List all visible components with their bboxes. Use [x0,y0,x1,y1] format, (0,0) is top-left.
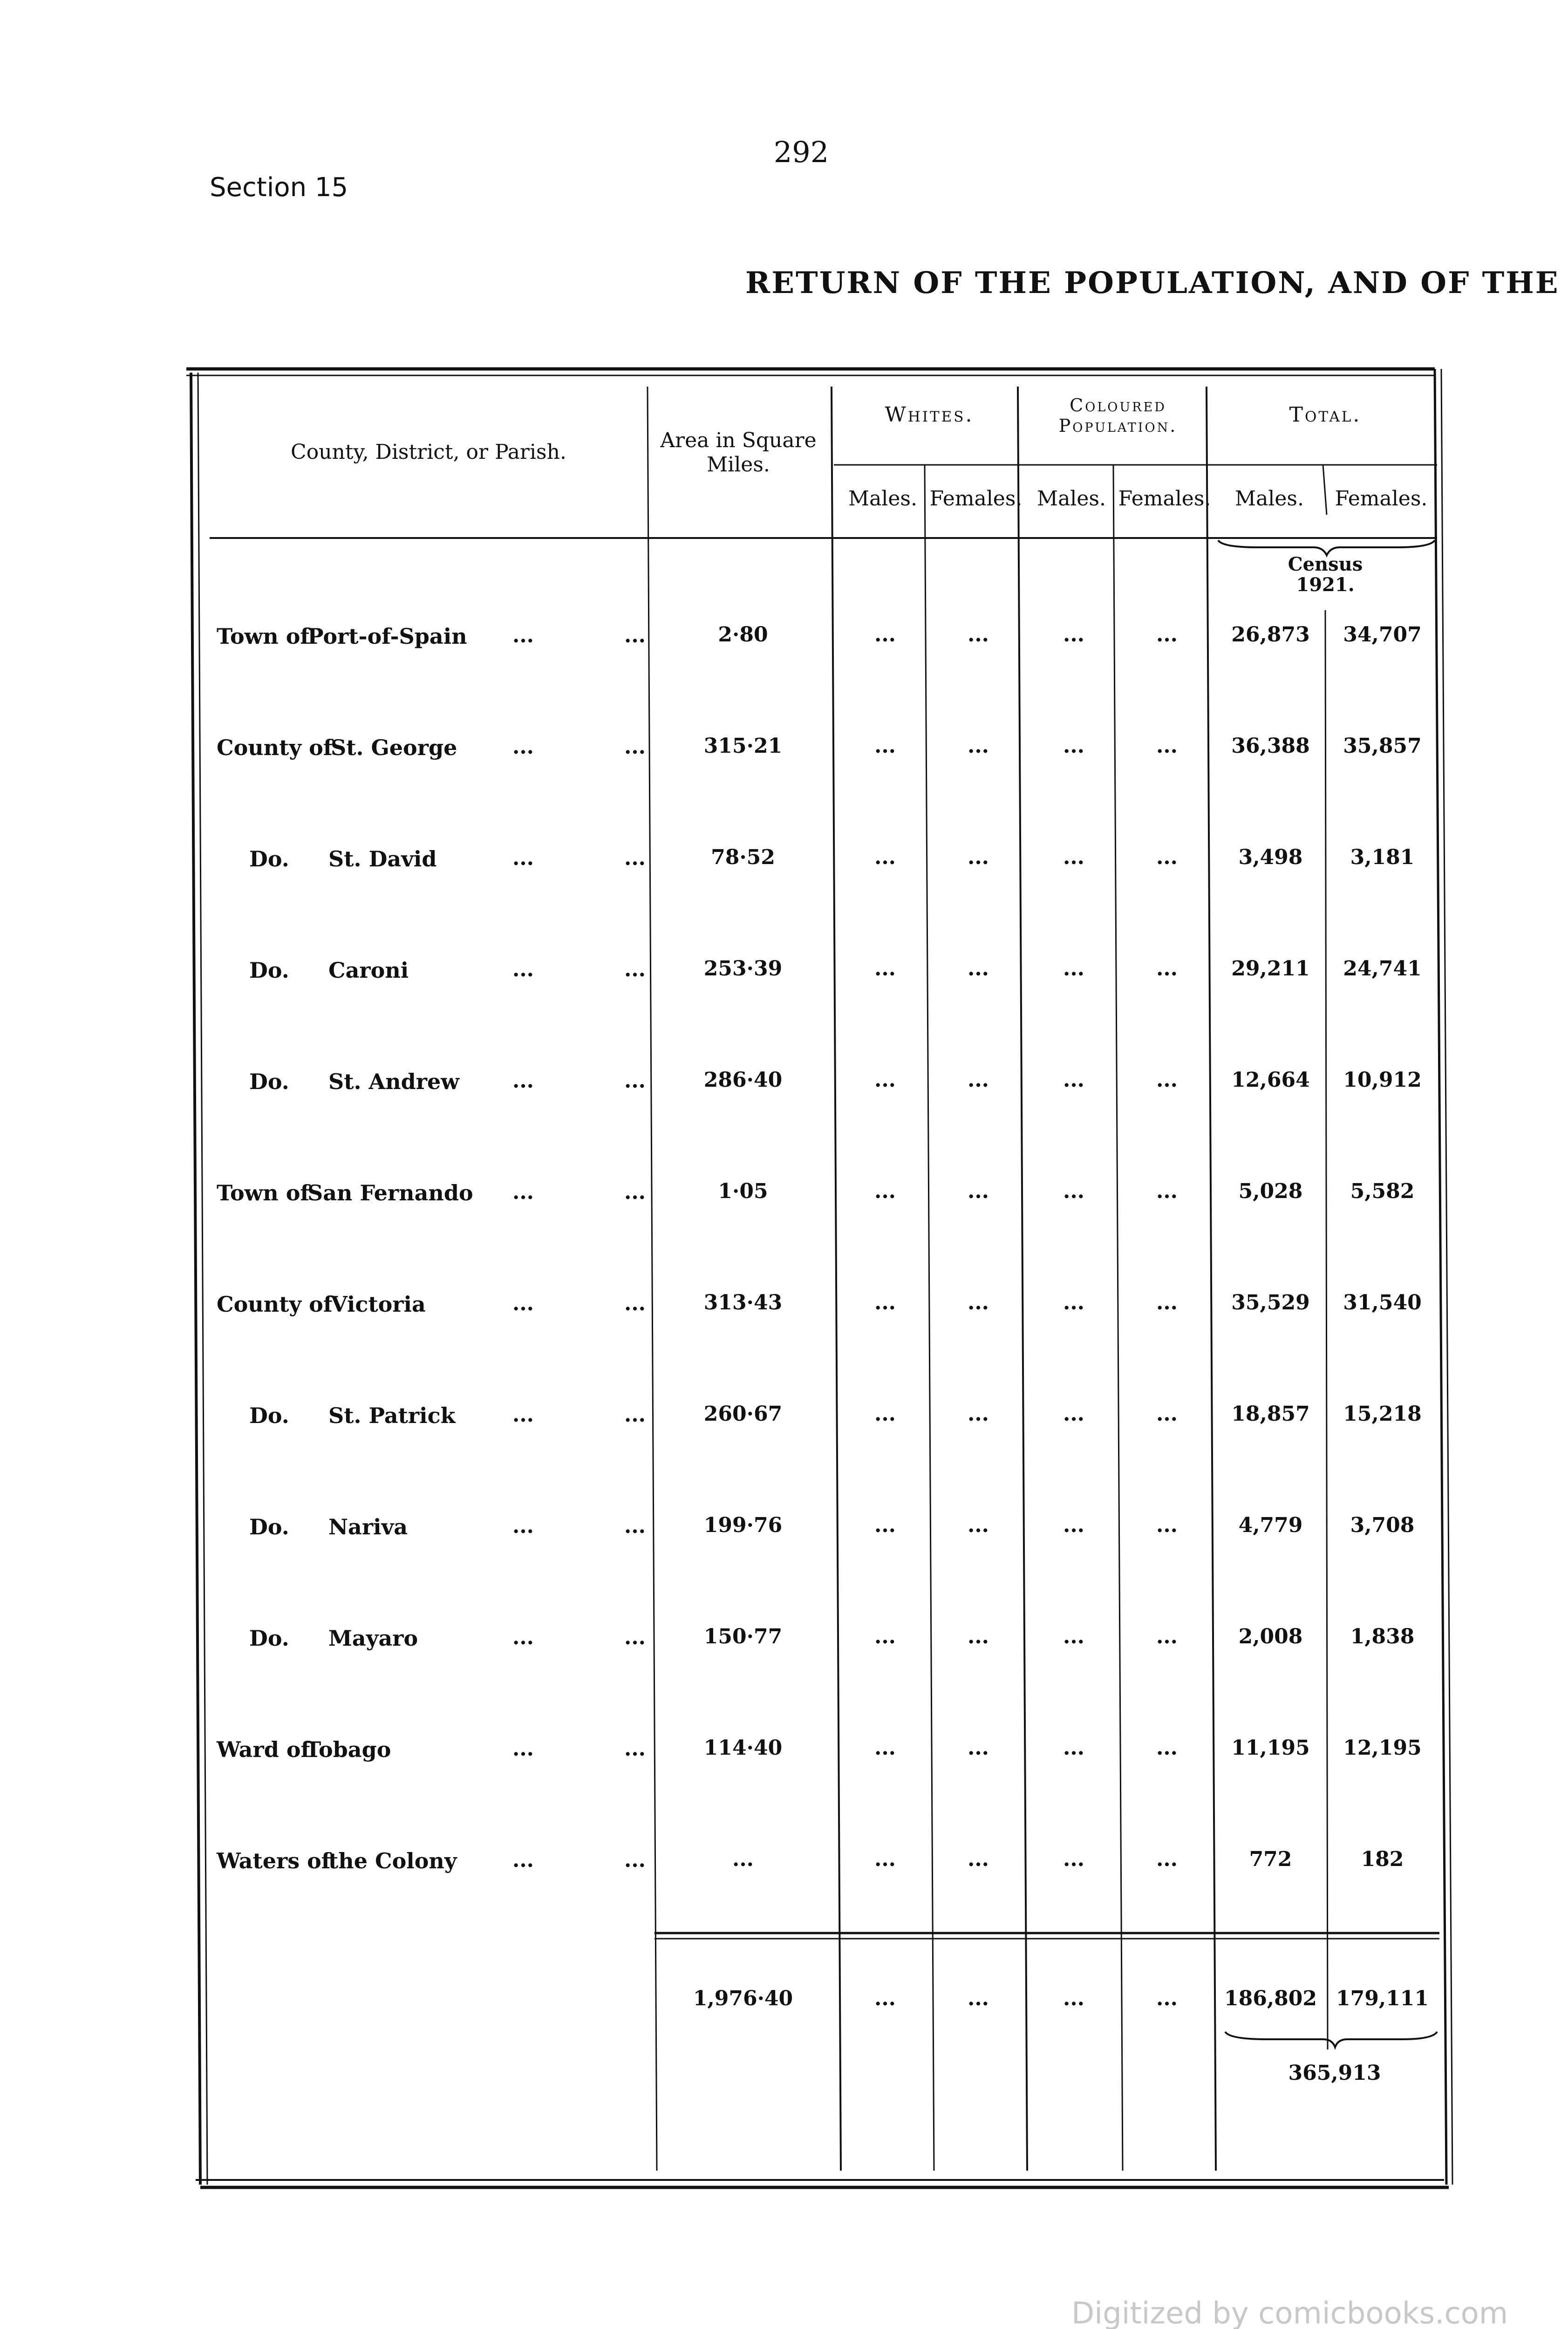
row-prefix: Do. [249,1403,289,1428]
leader-dots: ... [624,1737,646,1761]
coloured-females-cell: ... [1156,1402,1178,1426]
whites-females-cell: ... [968,623,989,647]
header-whites: Whites. [885,403,974,427]
row-prefix: Waters of [217,1848,331,1873]
coloured-males-cell: ... [1063,1847,1084,1871]
header-total-males: Males. [1235,487,1304,511]
area-cell: 2·80 [718,623,768,647]
total-females-cell: 24,741 [1343,957,1422,981]
whites-females-cell: ... [968,1179,989,1203]
coloured-females-cell: ... [1156,957,1178,981]
coloured-males-cell: ... [1063,1625,1084,1648]
total-females-cell: 34,707 [1343,623,1422,647]
total-females-cell: 182 [1361,1847,1404,1871]
header-coloured: Coloured Population. [1058,395,1178,436]
total-males: 186,802 [1224,1987,1317,2010]
total-females: 179,111 [1336,1987,1429,2010]
area-cell: 315·21 [703,734,783,758]
whites-females-cell: ... [968,734,989,758]
leader-dots: ... [512,1737,534,1761]
coloured-females-cell: ... [1156,1068,1178,1092]
row-prefix: Do. [249,1514,289,1539]
row-prefix: County of [217,1292,333,1317]
total-males-cell: 4,779 [1238,1513,1303,1537]
row-name: San Fernando [307,1180,473,1205]
row-prefix: Do. [249,846,289,872]
census-note: Census 1921. [1288,553,1363,596]
whites-females-cell: ... [968,1625,989,1648]
row-name: St. Andrew [328,1069,459,1094]
total-females-cell: 35,857 [1343,734,1422,758]
leader-dots: ... [624,624,646,647]
total-females-cell: 3,181 [1350,845,1415,869]
whites-males-cell: ... [874,1402,896,1426]
total-males-cell: 18,857 [1231,1402,1310,1426]
whites-males-cell: ... [874,1625,896,1648]
leader-dots: ... [512,1626,534,1649]
coloured-males-cell: ... [1063,1068,1084,1092]
leader-dots: ... [512,958,534,981]
row-name: St. Patrick [328,1403,456,1428]
row-prefix: Town of [217,1180,310,1205]
coloured-females-cell: ... [1156,1179,1178,1203]
total-whites-females: ... [968,1987,989,2010]
header-whites-females: Females. [929,487,1023,511]
total-males-cell: 3,498 [1238,845,1303,869]
coloured-females-cell: ... [1156,1291,1178,1314]
leader-dots: ... [512,1069,534,1093]
area-cell: 78·52 [711,845,775,869]
coloured-males-cell: ... [1063,1513,1084,1537]
row-prefix: Do. [249,958,289,983]
leader-dots: ... [624,846,646,870]
header-coloured-females: Females. [1118,487,1211,511]
leader-dots: ... [624,1403,646,1427]
leader-dots: ... [624,1626,646,1649]
row-prefix: Do. [249,1069,289,1094]
coloured-males-cell: ... [1063,845,1084,869]
page-title: RETURN OF THE POPULATION, AND OF THE [745,266,1560,300]
row-name: Mayaro [328,1626,418,1651]
total-females-cell: 5,582 [1350,1179,1415,1203]
leader-dots: ... [512,735,534,759]
grand-total: 365,913 [1288,2061,1381,2085]
area-cell: 150·77 [703,1625,783,1648]
section-label: Section 15 [210,172,348,203]
whites-females-cell: ... [968,1513,989,1537]
whites-females-cell: ... [968,1068,989,1092]
whites-males-cell: ... [874,1179,896,1203]
coloured-females-cell: ... [1156,1847,1178,1871]
row-name: St. David [328,846,437,872]
whites-males-cell: ... [874,1291,896,1314]
whites-males-cell: ... [874,623,896,647]
coloured-females-cell: ... [1156,1625,1178,1648]
whites-females-cell: ... [968,1291,989,1314]
coloured-males-cell: ... [1063,1736,1084,1760]
total-coloured-males: ... [1063,1987,1084,2010]
whites-males-cell: ... [874,1847,896,1871]
whites-males-cell: ... [874,957,896,981]
total-males-cell: 11,195 [1231,1736,1310,1760]
area-cell: 286·40 [703,1068,783,1092]
area-cell: 253·39 [703,957,783,981]
leader-dots: ... [512,1514,534,1538]
total-females-cell: 15,218 [1343,1402,1422,1426]
whites-females-cell: ... [968,1402,989,1426]
watermark: Digitized by comicbooks.com [1071,2296,1508,2329]
total-whites-males: ... [874,1987,896,2010]
coloured-males-cell: ... [1063,957,1084,981]
leader-dots: ... [624,1180,646,1204]
leader-dots: ... [512,1403,534,1427]
coloured-males-cell: ... [1063,734,1084,758]
row-prefix: Ward of [217,1737,310,1762]
leader-dots: ... [624,1292,646,1315]
leader-dots: ... [624,958,646,981]
leader-dots: ... [624,735,646,759]
coloured-males-cell: ... [1063,1179,1084,1203]
row-prefix: County of [217,735,333,760]
total-coloured-females: ... [1156,1987,1178,2010]
header-area: Area in Square Miles. [660,429,817,477]
header-coloured-males: Males. [1037,487,1106,511]
leader-dots: ... [512,1292,534,1315]
header-total: Total. [1289,403,1362,427]
leader-dots: ... [512,846,534,870]
area-cell: 114·40 [703,1736,783,1760]
total-males-cell: 2,008 [1238,1625,1303,1648]
leader-dots: ... [512,624,534,647]
total-males-cell: 26,873 [1231,623,1310,647]
row-name: Tobago [305,1737,391,1762]
row-name: Port-of-Spain [307,624,467,649]
total-females-cell: 12,195 [1343,1736,1422,1760]
whites-females-cell: ... [968,1736,989,1760]
row-prefix: Do. [249,1626,289,1651]
whites-females-cell: ... [968,845,989,869]
row-name: Victoria [331,1292,426,1317]
header-whites-males: Males. [848,487,917,511]
coloured-females-cell: ... [1156,1513,1178,1537]
whites-males-cell: ... [874,845,896,869]
area-cell: 260·67 [703,1402,783,1426]
row-name: the Colony [328,1848,457,1873]
total-females-cell: 3,708 [1350,1513,1415,1537]
leader-dots: ... [512,1180,534,1204]
row-name: St. George [331,735,457,760]
page-number: 292 [773,135,829,169]
coloured-males-cell: ... [1063,1291,1084,1314]
whites-females-cell: ... [968,1847,989,1871]
total-males-cell: 5,028 [1238,1179,1303,1203]
coloured-males-cell: ... [1063,1402,1084,1426]
row-name: Caroni [328,958,409,983]
area-cell: 313·43 [703,1291,783,1314]
area-cell: ... [732,1847,754,1871]
total-males-cell: 772 [1249,1847,1292,1871]
total-females-cell: 10,912 [1343,1068,1422,1092]
total-males-cell: 12,664 [1231,1068,1310,1092]
coloured-females-cell: ... [1156,845,1178,869]
total-males-cell: 29,211 [1231,957,1310,981]
header-total-females: Females. [1335,487,1428,511]
coloured-females-cell: ... [1156,623,1178,647]
whites-males-cell: ... [874,1068,896,1092]
whites-males-cell: ... [874,1513,896,1537]
whites-males-cell: ... [874,734,896,758]
leader-dots: ... [512,1848,534,1872]
header-county: County, District, or Parish. [291,440,566,464]
total-area: 1,976·40 [693,1987,793,2010]
total-females-cell: 1,838 [1350,1625,1415,1648]
total-males-cell: 35,529 [1231,1291,1310,1314]
whites-males-cell: ... [874,1736,896,1760]
leader-dots: ... [624,1069,646,1093]
coloured-females-cell: ... [1156,734,1178,758]
row-name: Nariva [328,1514,408,1539]
leader-dots: ... [624,1848,646,1872]
area-cell: 199·76 [703,1513,783,1537]
coloured-females-cell: ... [1156,1736,1178,1760]
leader-dots: ... [624,1514,646,1538]
row-prefix: Town of [217,624,310,649]
total-females-cell: 31,540 [1343,1291,1422,1314]
coloured-males-cell: ... [1063,623,1084,647]
area-cell: 1·05 [718,1179,768,1203]
whites-females-cell: ... [968,957,989,981]
total-males-cell: 36,388 [1231,734,1310,758]
